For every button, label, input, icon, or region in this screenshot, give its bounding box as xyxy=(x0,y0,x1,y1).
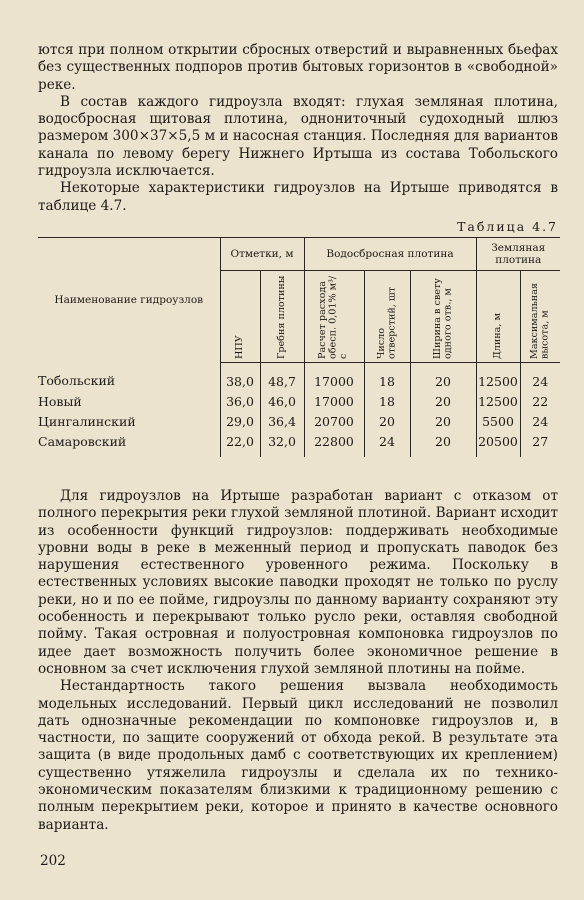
data-table xyxy=(38,237,560,457)
col-header-spillway-dam: Водосбросная плотина xyxy=(304,238,476,271)
paragraph-1: ются при полном открытии сбросных отверстий и выравненных бьефах без существенных подпоров против бытовых горизонтов в «свободной» реке. xyxy=(38,42,558,93)
text-block-top xyxy=(38,42,558,215)
col-header-name: Наименование гидроузлов xyxy=(38,238,220,363)
col-header-flow: Расчет расхода обесп. 0,01% м³/с xyxy=(317,275,350,359)
text-block-bottom xyxy=(38,488,558,834)
table-row: Новый 36,0 46,0 17000 18 20 12500 22 xyxy=(38,391,560,411)
col-header-length: Длина, м xyxy=(491,312,503,359)
col-header-count: Число отверстий, шт xyxy=(375,286,397,359)
col-header-marks: Отметки, м xyxy=(220,238,304,271)
col-header-height: Максимальная высота, м xyxy=(528,282,551,359)
table-row: Самаровский 22,0 32,0 22800 24 20 20500 27 xyxy=(38,431,560,457)
col-header-crest: Гребня плотины xyxy=(275,275,287,359)
paragraph-5: Нестандартность такого решения вызвала необходимость модельных исследований. Первый цикл исследований не позволил дать однозначные рекомендации по компоновке гидроузлов и, в частности, по защите сооружений от обхода рекой. В результате эта защита (в виде продольных дамб с соответствующих их креплением) существенно утяжелила гидроузлы и сделала их по технико-экономическим показателям близкими к традиционному решению с полным перекрытием реки, которое и принято в качестве основного варианта. xyxy=(38,678,558,833)
paragraph-4: Для гидроузлов на Иртыше разработан вариант с отказом от полного перекрытия реки глухой земляной плотиной. Вариант исходит из особенности функций гидроузлов: поддерживать необходимые уровни воды в реке в меженный период и пропускать паводок без нарушения естественного уровенного режима. Поскольку в естественных условиях высокие паводки проходят не только по руслу реки, но и по ее пойме, гидроузлы по данному варианту сохраняют эту особенность и перекрывают только русло реки, оставляя свободной пойму. Такая островная и полуостровная компоновка гидроузлов по идее дает возможность получить более экономичное решение в основном за счет исключения глухой земляной плотины на пойме. xyxy=(38,488,558,677)
page-number: 202 xyxy=(40,853,66,869)
col-header-width: Ширина в свету одного отв., м xyxy=(431,277,453,359)
paragraph-3: Некоторые характеристики гидроузлов на Иртыше приводятся в таблице 4.7. xyxy=(38,180,558,214)
table-caption: Таблица 4.7 xyxy=(457,219,558,234)
col-header-npu: НПУ xyxy=(233,334,245,359)
paragraph-2: В состав каждого гидроузла входят: глухая земляная плотина, водосбросная щитовая плотина, однониточный судоходный шлюз размером 300×37×5,5 м и насосная станция. Последняя для вариантов канала по левому берегу Нижнего Иртыша из состава Тобольского гидроузла исключается. xyxy=(38,93,558,180)
table-row: Тобольский 38,0 48,7 17000 18 20 12500 24 xyxy=(38,363,560,392)
col-header-earth-dam: Земляная плотина xyxy=(476,238,560,271)
table-row: Цингалинский 29,0 36,4 20700 20 20 5500 24 xyxy=(38,411,560,431)
